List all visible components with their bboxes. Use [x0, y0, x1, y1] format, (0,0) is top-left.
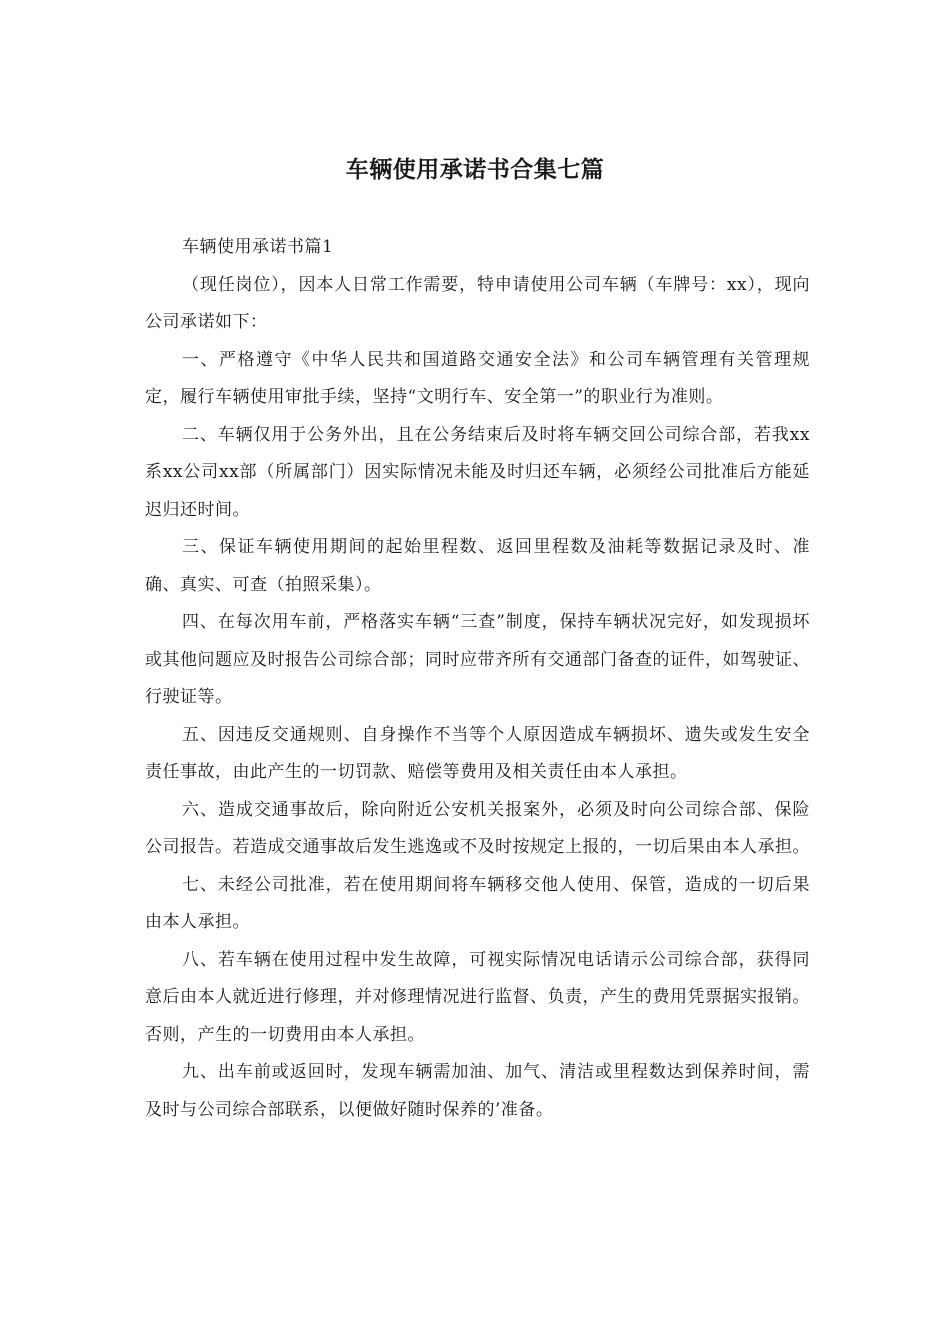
paragraph-item-4: 四、在每次用车前，严格落实车辆“三查”制度，保持车辆状况完好，如发现损坏或其他问题应及时报告公司综合部；同时应带齐所有交通部门备查的证件，如驾驶证、行驶证等。 — [145, 612, 810, 707]
paragraph-item-6: 六、造成交通事故后，除向附近公安机关报案外，必须及时向公司综合部、保险公司报告。若造成交通事故后发生逃逸或不及时按规定上报的，一切后果由本人承担。 — [145, 799, 810, 857]
document-title: 车辆使用承诺书合集七篇 — [345, 156, 605, 183]
paragraph-item-7: 七、未经公司批准，若在使用期间将车辆移交他人使用、保管，造成的一切后果由本人承担。 — [145, 874, 810, 932]
paragraph-item-9: 九、出车前或返回时，发现车辆需加油、加气、清洁或里程数达到保养时间，需及时与公司综合部联系，以便做好随时保养的’准备。 — [145, 1062, 810, 1120]
document-body — [145, 229, 810, 1129]
paragraph-item-3: 三、保证车辆使用期间的起始里程数、返回里程数及油耗等数据记录及时、准确、真实、可查（拍照采集）。 — [145, 537, 810, 595]
paragraph-item-5: 五、因违反交通规则、自身操作不当等个人原因造成车辆损坏、遗失或发生安全责任事故，由此产生的一切罚款、赔偿等费用及相关责任由本人承担。 — [145, 724, 810, 782]
paragraph-item-8: 八、若车辆在使用过程中发生故障，可视实际情况电话请示公司综合部，获得同意后由本人就近进行修理，并对修理情况进行监督、负责，产生的费用凭票据实报销。否则，产生的一切费用由本人承担。 — [145, 949, 810, 1045]
paragraph-item-2: 二、车辆仅用于公务外出，且在公务结束后及时将车辆交回公司综合部，若我xx系xx公司xx部（所属部门）因实际情况未能及时归还车辆，必须经公司批准后方能延迟归还时间。 — [145, 424, 810, 520]
section-heading: 车辆使用承诺书篇1 — [182, 237, 334, 257]
paragraph-intro: （现任岗位），因本人日常工作需要，特申请使用公司车辆（车牌号：xx），现向公司承诺如下： — [145, 274, 810, 332]
paragraph-item-1: 一、严格遵守《中华人民共和国道路交通安全法》和公司车辆管理有关管理规定，履行车辆使用审批手续，坚持“文明行车、安全第一”的职业行为准则。 — [145, 349, 810, 407]
